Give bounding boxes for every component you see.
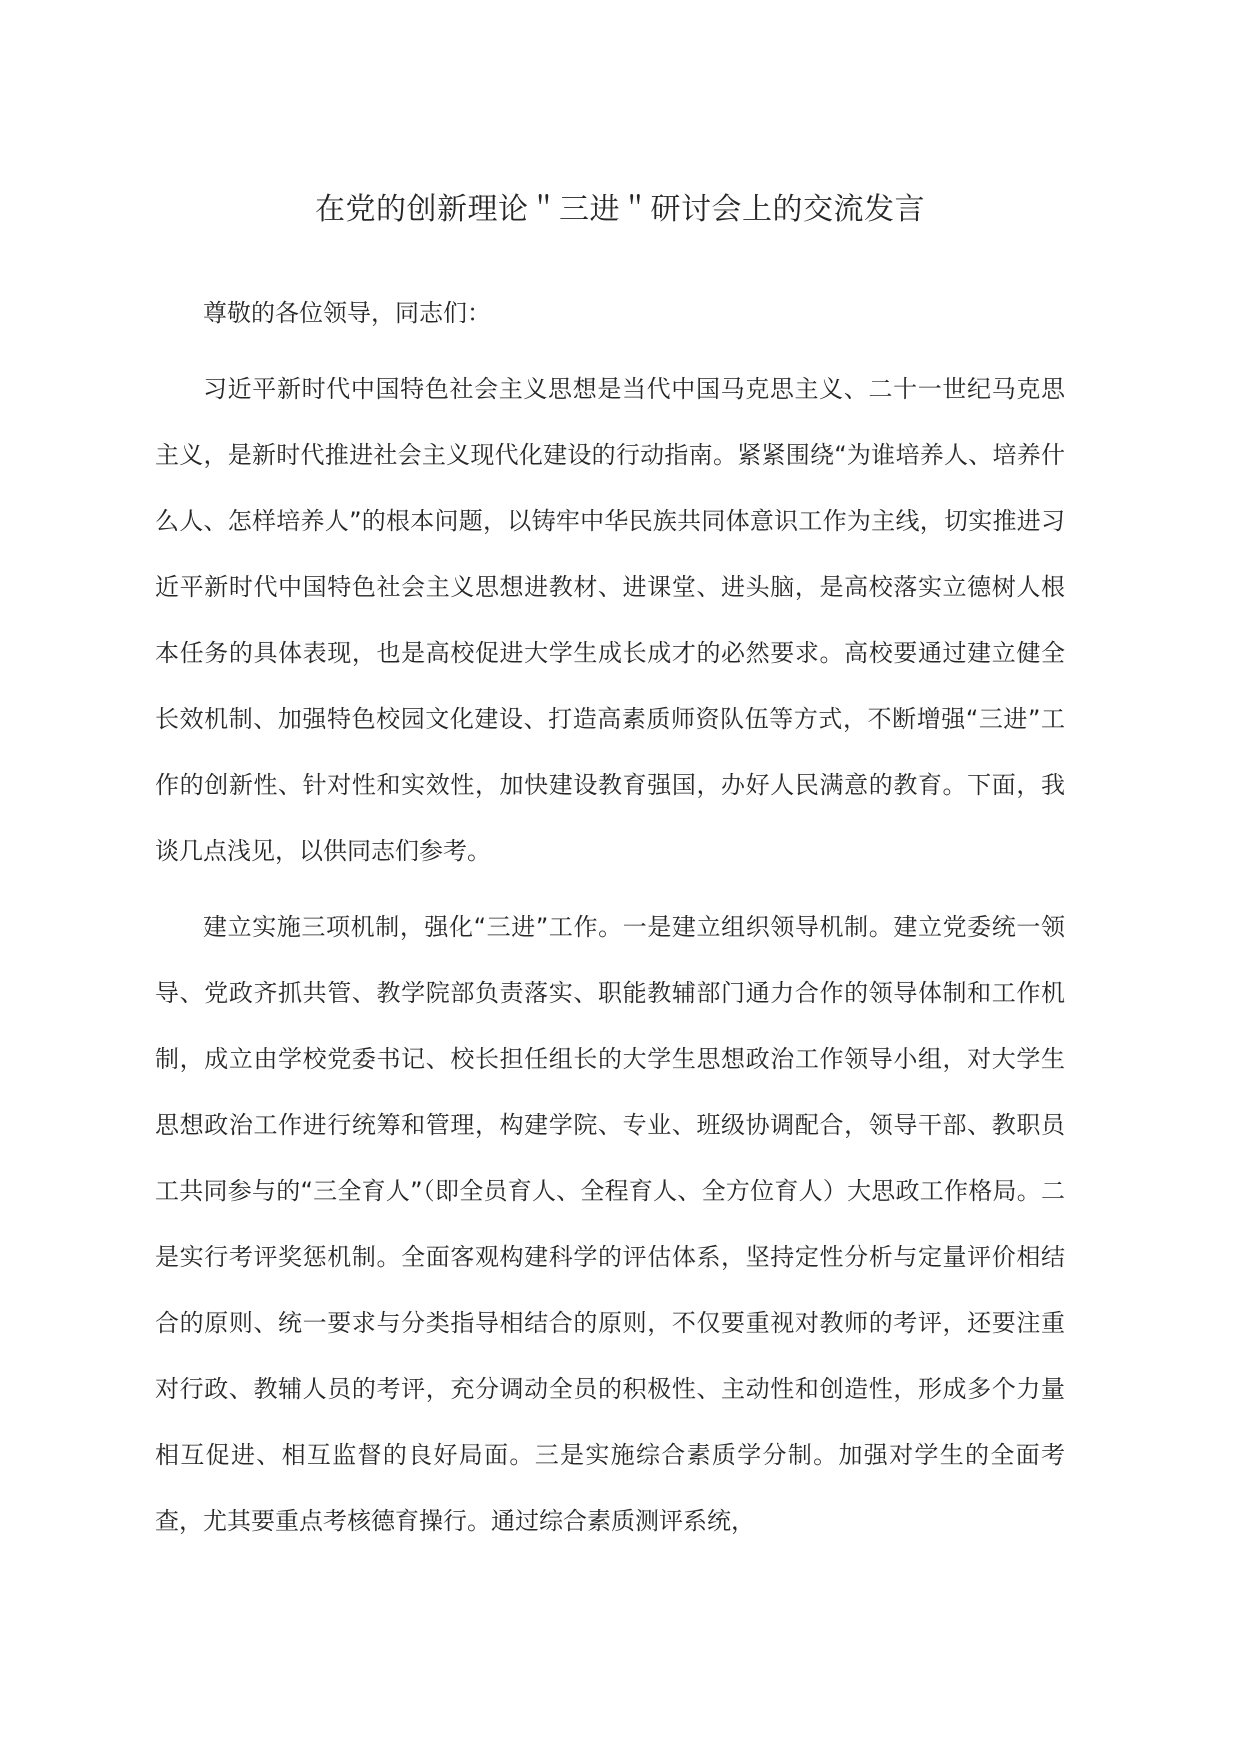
greeting-line: 尊敬的各位领导，同志们： [203, 299, 491, 327]
document-body [155, 280, 1065, 1554]
body-paragraph-2: 建立实施三项机制，强化“三进”工作。一是建立组织领导机制。建立党委统一领导、党政齐抓共管、教学院部负责落实、职能教辅部门通力合作的领导体制和工作机制，成立由学校党委书记、校长担任组长的大学生思想政治工作领导小组，对大学生思想政治工作进行统筹和管理，构建学院、专业、班级协调配合，领导干部、教职员工共同参与的“三全育人”（即全员育人、全程育人、全方位育人）大思政工作格局。二是实行考评奖惩机制。全面客观构建科学的评估体系，坚持定性分析与定量评价相结合的原则、统一要求与分类指导相结合的原则，不仅要重视对教师的考评，还要注重对行政、教辅人员的考评，充分调动全员的积极性、主动性和创造性，形成多个力量相互促进、相互监督的良好局面。三是实施综合素质学分制。加强对学生的全面考查，尤其要重点考核德育操行。通过综合素质测评系统， [155, 913, 1065, 1535]
document-title: 在党的创新理论＂三进＂研讨会上的交流发言 [315, 192, 925, 227]
body-paragraph-1: 习近平新时代中国特色社会主义思想是当代中国马克思主义、二十一世纪马克思主义，是新时代推进社会主义现代化建设的行动指南。紧紧围绕“为谁培养人、培养什么人、怎样培养人”的根本问题，以铸牢中华民族共同体意识工作为主线，切实推进习近平新时代中国特色社会主义思想进教材、进课堂、进头脑，是高校落实立德树人根本任务的具体表现，也是高校促进大学生成长成才的必然要求。高校要通过建立健全长效机制、加强特色校园文化建设、打造高素质师资队伍等方式，不断增强“三进”工作的创新性、针对性和实效性，加快建设教育强国，办好人民满意的教育。下面，我谈几点浅见，以供同志们参考。 [155, 375, 1065, 865]
